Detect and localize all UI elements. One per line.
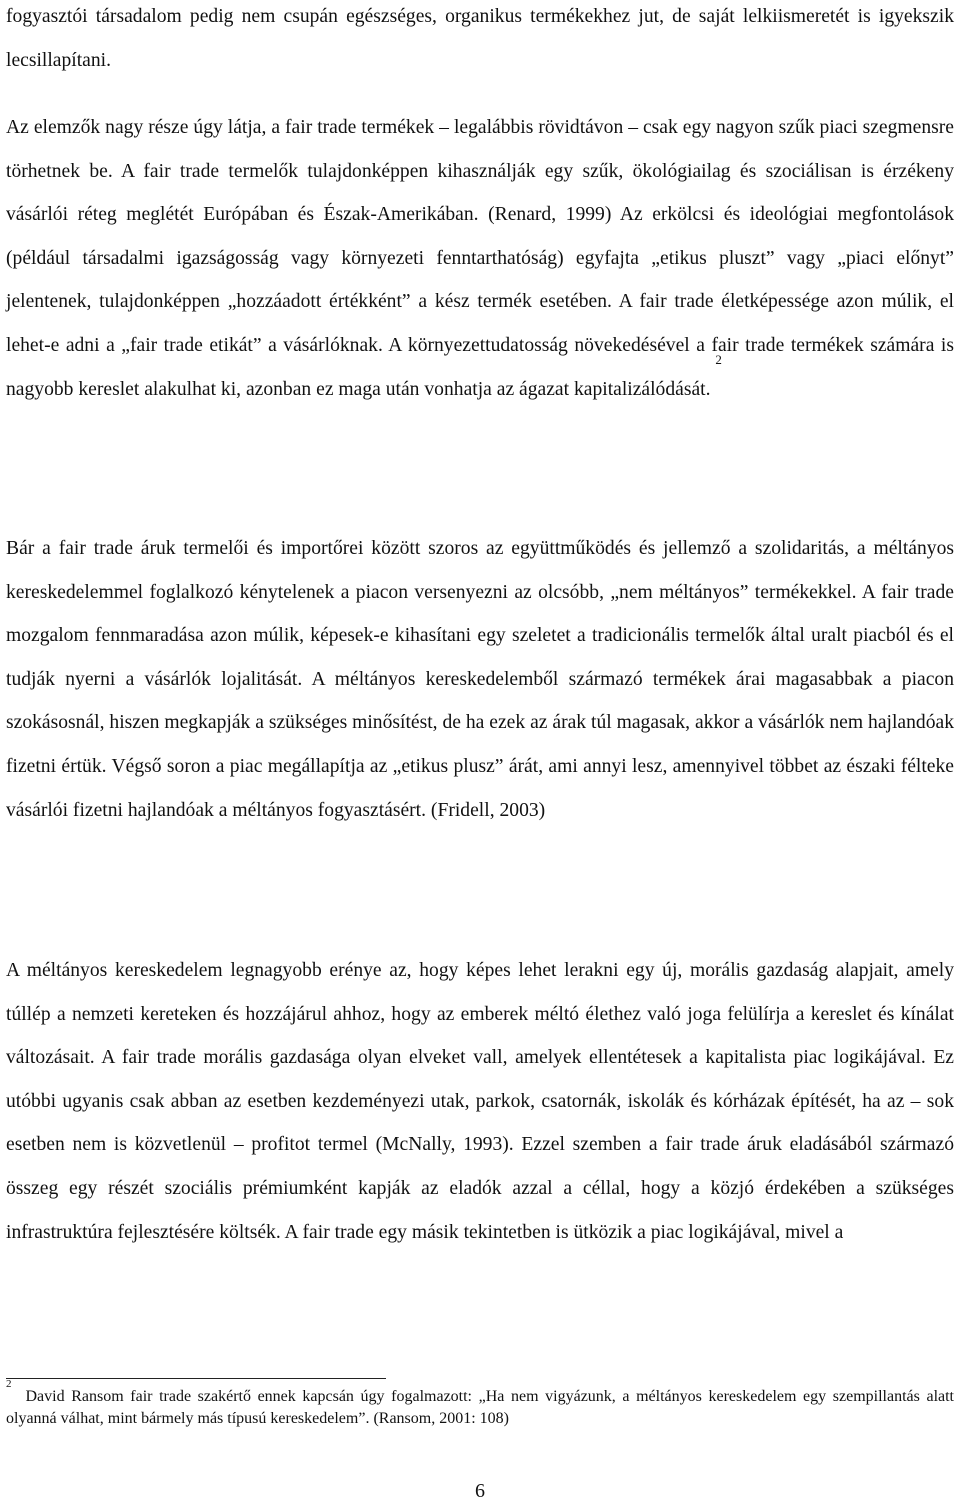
paragraph-2 (6, 106, 954, 411)
footnote-text: David Ransom fair trade szakértő ennek kapcsán úgy fogalmazott: „Ha nem vigyázunk, a méltányos kereskedelem egy szempillantás alatt olyanná válhat, mint bármely más típusú kereskedelem”. (Ransom, 2001: 108) (6, 1388, 954, 1427)
paragraph-2-text: Az elemzők nagy része úgy látja, a fair trade termékek – legalábbis rövidtávon – csak egy nagyon szűk piaci szegmensre törhetnek be. A fair trade termelők tulajdonképpen kihasználják egy szűk, ökológiailag és szociálisan is érzékeny vásárlói réteg meglétét Európában és Észak-Amerikában. (Renard, 1999) Az erkölcsi és ideológiai megfontolások (például társadalmi igazságosság vagy környezeti fenntarthatóság) egyfajta „etikus pluszt” vagy „piaci előnyt” jelentenek, tulajdonképpen „hozzáadott értékként” a kész termék esetében. A fair trade életképessége azon múlik, el lehet-e adni a „fair trade etikát” a vásárlóknak. A környezettudatosság növekedésével a fair trade termékek számára is nagyobb kereslet alakulhat ki, azonban ez maga után vonhatja az ágazat kapitalizálódását. (6, 117, 954, 400)
page-number: 6 (475, 1480, 485, 1502)
footnote-separator (6, 1378, 386, 1379)
footnote-number: 2 (6, 1378, 12, 1390)
paragraph-1: fogyasztói társadalom pedig nem csupán egészséges, organikus termékekhez jut, de saját lelkiismeretét is igyekszik lecsillapítani. (6, 6, 954, 71)
footnote-reference[interactable]: 2 (715, 351, 722, 367)
footnote (6, 1378, 954, 1430)
paragraph-4: A méltányos kereskedelem legnagyobb erénye az, hogy képes lehet lerakni egy új, morális gazdaság alapjait, amely túllép a nemzeti kereteken és hozzájárul ahhoz, hogy az emberek méltó élethez való joga felülírja a kereslet és kínálat változásait. A fair trade morális gazdasága olyan elveket vall, amelyek ellentétesek a kapitalista piac logikájával. Ez utóbbi ugyanis csak abban az esetben kezdeményezi utak, parkok, csatornák, iskolák és kórházak építését, ha az – sok esetben nem is közvetlenül – profitot termel (McNally, 1993). Ezzel szemben a fair trade áruk eladásából származó összeg egy részét szociális prémiumként kapják az eladók azzal a céllal, hogy a közjó érdekében a szükséges infrastruktúra fejlesztésére költsék. A fair trade egy másik tekintetben is ütközik a piac logikájával, mivel a (6, 960, 954, 1243)
paragraph-3: Bár a fair trade áruk termelői és importőrei között szoros az együttműködés és jellemző a szolidaritás, a méltányos kereskedelemmel foglalkozó kénytelenek a piacon versenyezni az olcsóbb, „nem méltányos” termékekkel. A fair trade mozgalom fennmaradása azon múlik, képesek-e kihasítani egy szeletet a tradicionális termelők által uralt piacból és el tudják nyerni a vásárlók lojalitását. A méltányos kereskedelemből származó termékek árai magasabbak a piacon szokásosnál, hiszen megkapják a szükséges minősítést, de ha ezek az árak túl magasak, akkor a vásárlók nem hajlandóak fizetni értük. Végső soron a piac megállapítja az „etikus plusz” árát, ami annyi lesz, amennyivel többet az északi félteke vásárlói fizetni hajlandóak a méltányos fogyasztásért. (Fridell, 2003) (6, 538, 954, 821)
